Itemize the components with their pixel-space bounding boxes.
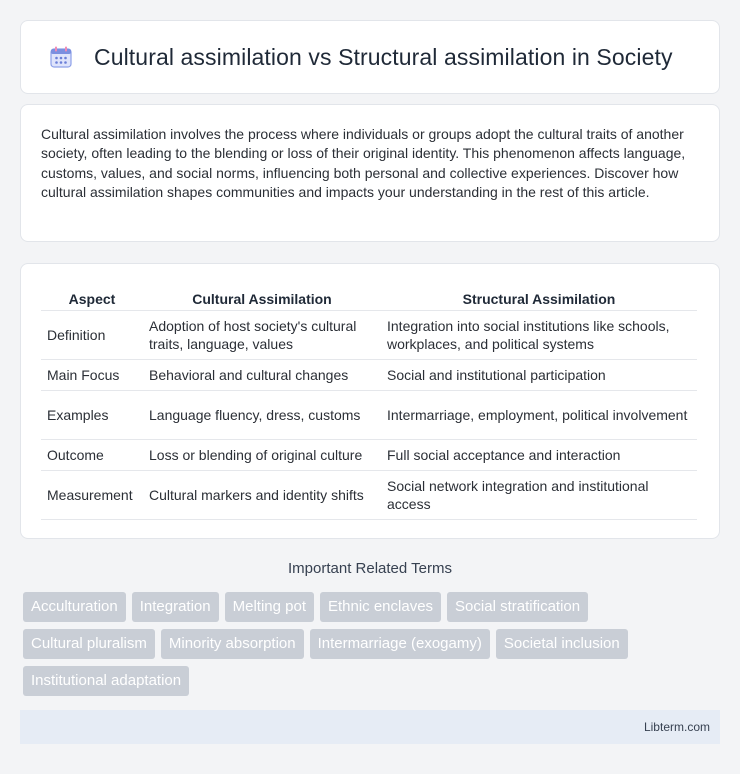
table-cell: Cultural markers and identity shifts xyxy=(143,470,381,519)
intro-paragraph: Cultural assimilation involves the process where individuals or groups adopt the cultural traits of another society, often leading to the blending or loss of their original identity. This phenomenon affects language, customs, values, and social norms, influencing both personal and collective experiences. Discover how cultural assimilation shapes communities and impacts your understanding in the rest of this article. xyxy=(41,126,686,201)
table-cell: Measurement xyxy=(41,470,143,519)
table-cell: Main Focus xyxy=(41,359,143,390)
related-term-tag[interactable]: Ethnic enclaves xyxy=(320,592,441,622)
table-cell: Loss or blending of original culture xyxy=(143,439,381,470)
related-term-tag[interactable]: Social stratification xyxy=(447,592,588,622)
related-term-tag[interactable]: Societal inclusion xyxy=(496,629,628,659)
table-cell: Social and institutional participation xyxy=(381,359,697,390)
table-row xyxy=(41,359,697,390)
table-cell: Language fluency, dress, customs xyxy=(143,390,381,439)
calendar-icon xyxy=(48,44,74,70)
table-cell: Adoption of host society's cultural traits, language, values xyxy=(143,310,381,359)
table-cell: Definition xyxy=(41,310,143,359)
comparison-table xyxy=(41,284,697,520)
table-cell: Social network integration and institutional access xyxy=(381,470,697,519)
table-row xyxy=(41,470,697,519)
footer xyxy=(20,710,720,744)
column-header-aspect: Aspect xyxy=(41,284,143,310)
header-card xyxy=(20,20,720,94)
column-header-cultural: Cultural Assimilation xyxy=(143,284,381,310)
table-row xyxy=(41,439,697,470)
column-header-structural: Structural Assimilation xyxy=(381,284,697,310)
intro-card xyxy=(20,104,720,242)
table-header-row xyxy=(41,284,697,310)
related-term-tag[interactable]: Intermarriage (exogamy) xyxy=(310,629,490,659)
table-cell: Integration into social institutions like schools, workplaces, and political systems xyxy=(381,310,697,359)
table-row xyxy=(41,310,697,359)
table-cell: Intermarriage, employment, political involvement xyxy=(381,390,697,439)
table-cell: Examples xyxy=(41,390,143,439)
table-cell: Behavioral and cultural changes xyxy=(143,359,381,390)
table-row xyxy=(41,390,697,439)
related-term-tag[interactable]: Integration xyxy=(132,592,219,622)
footer-site-link[interactable]: Libterm.com xyxy=(643,720,710,734)
related-terms-heading: Important Related Terms xyxy=(288,560,452,577)
related-term-tag[interactable]: Cultural pluralism xyxy=(23,629,155,659)
related-term-tag[interactable]: Acculturation xyxy=(23,592,126,622)
table-cell: Outcome xyxy=(41,439,143,470)
related-term-tag[interactable]: Institutional adaptation xyxy=(23,666,189,696)
related-term-tag[interactable]: Melting pot xyxy=(225,592,314,622)
related-term-tag[interactable]: Minority absorption xyxy=(161,629,304,659)
comparison-card xyxy=(20,263,720,539)
related-terms-list xyxy=(23,592,703,696)
table-cell: Full social acceptance and interaction xyxy=(381,439,697,470)
page-title: Cultural assimilation vs Structural assimilation in Society xyxy=(94,43,673,70)
